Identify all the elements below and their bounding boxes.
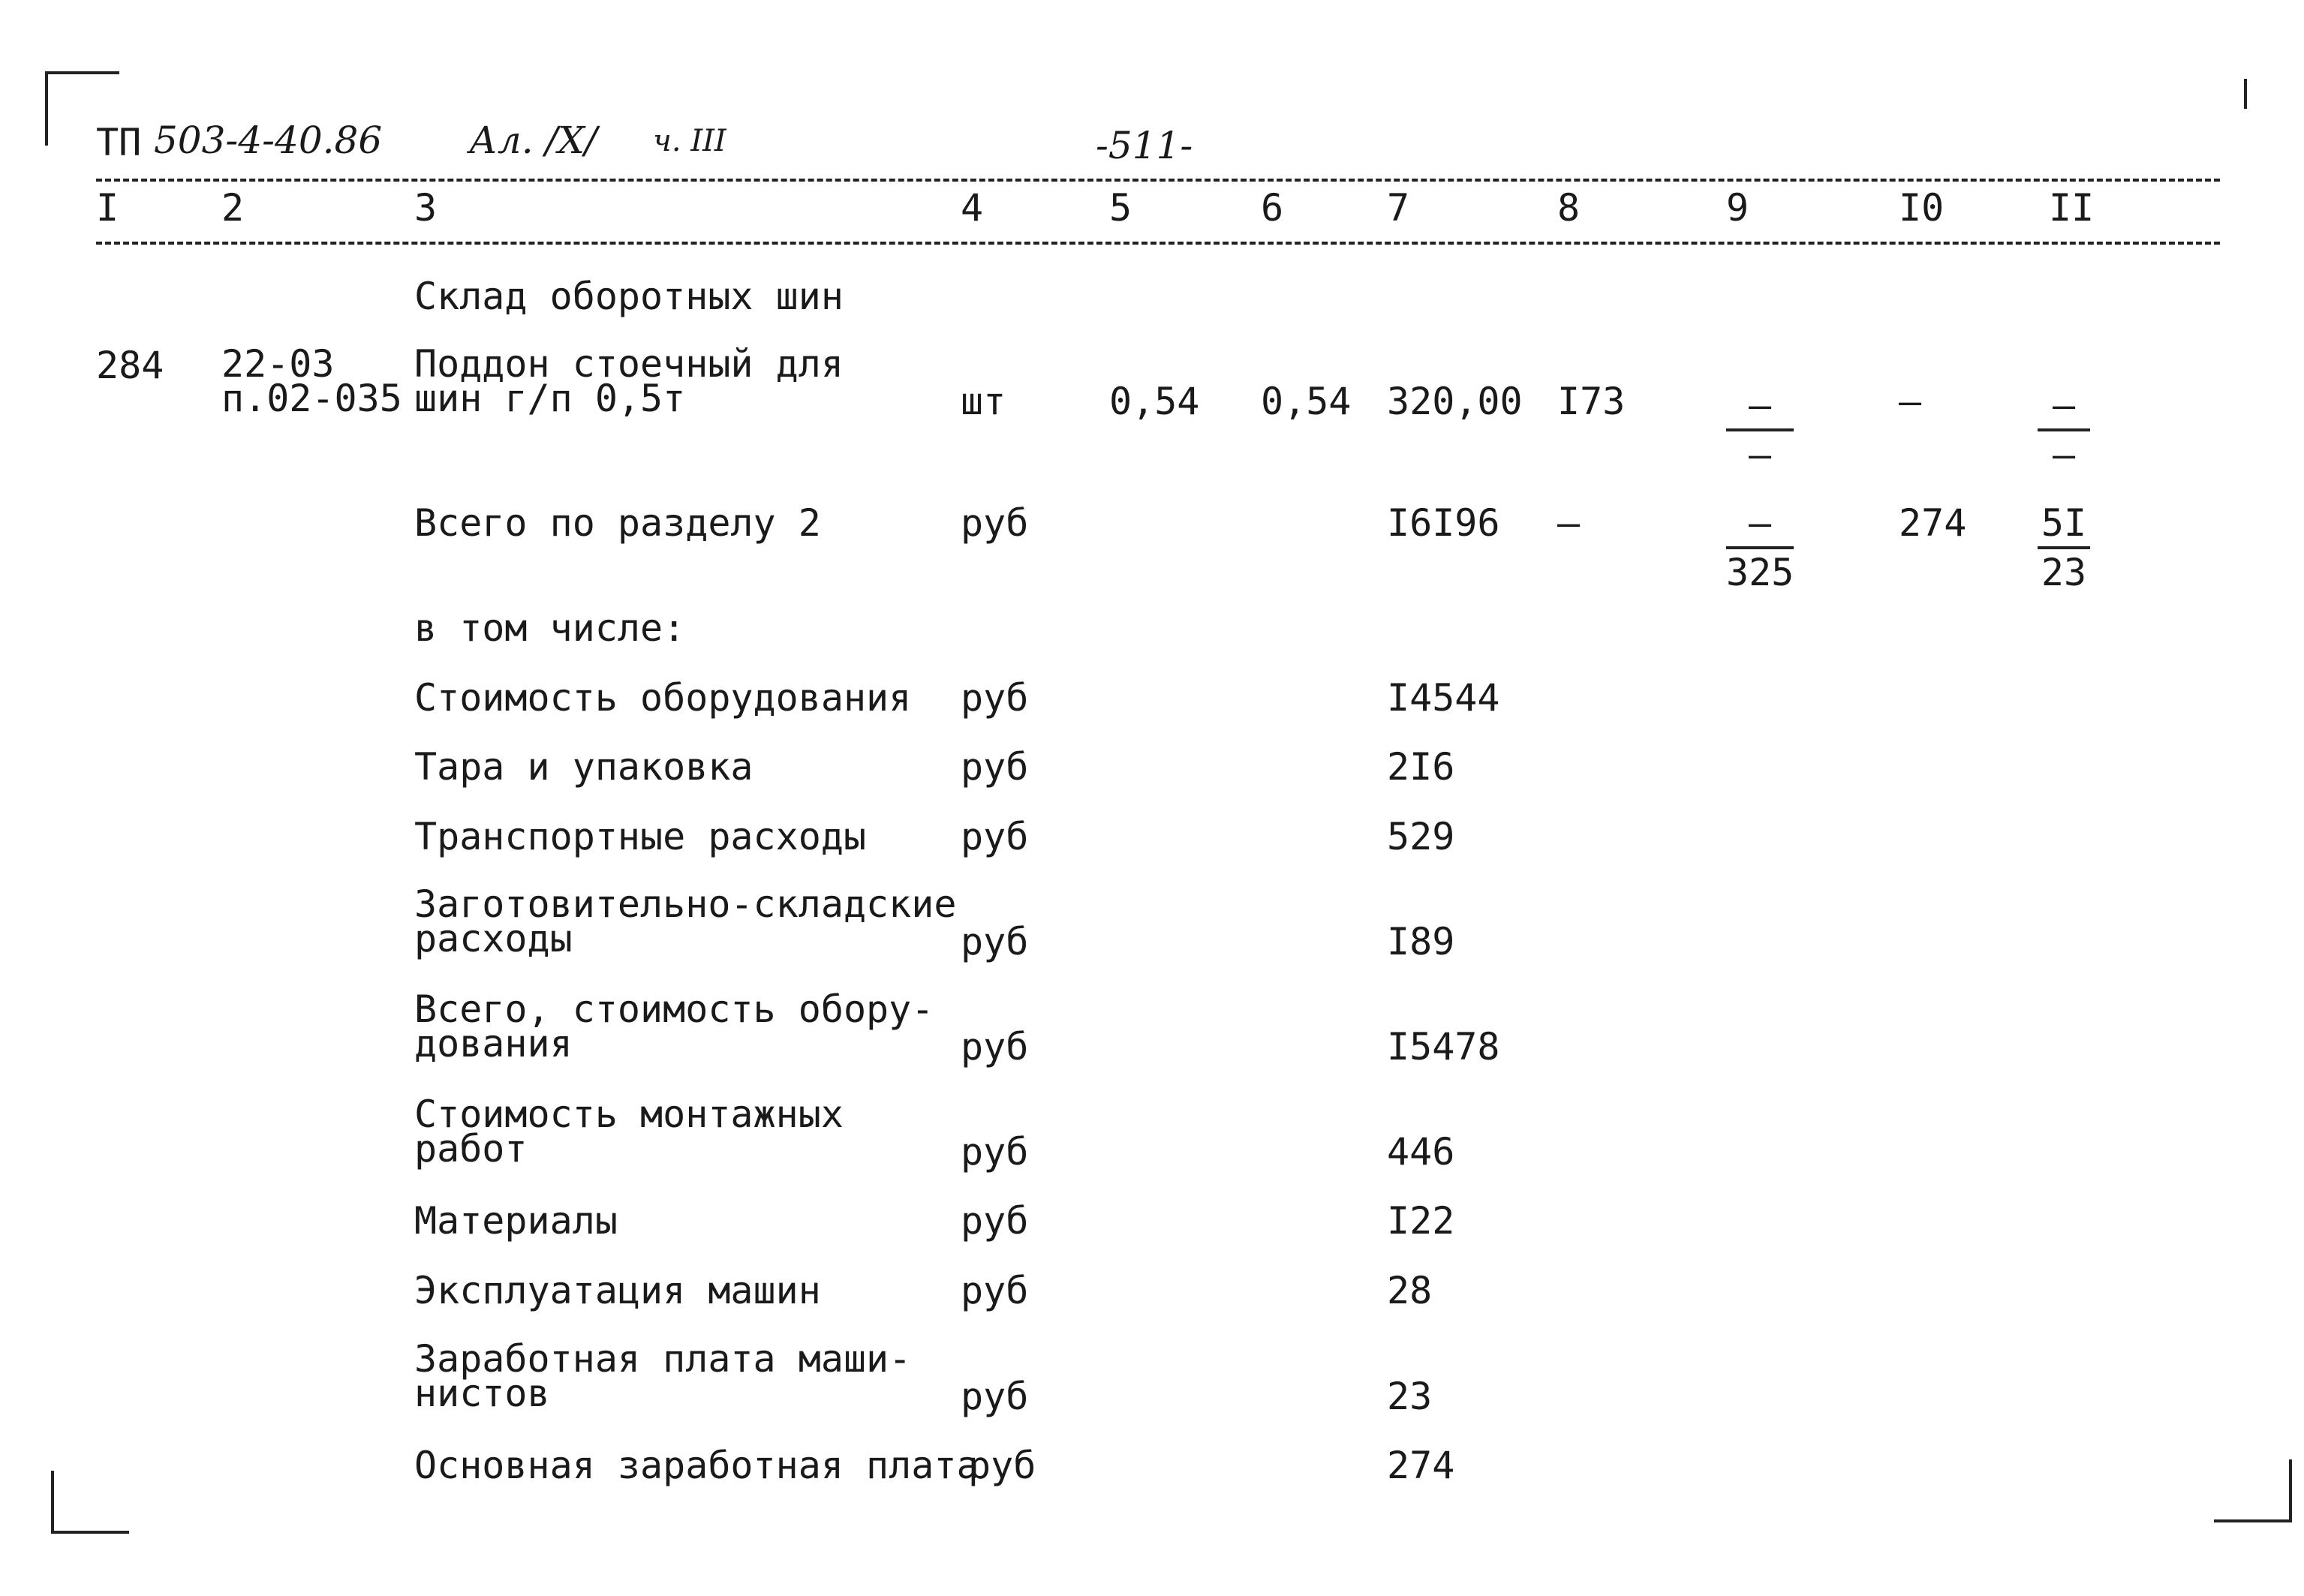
- doc-code: 503-4-40.86: [154, 119, 383, 162]
- page-number: -511-: [1096, 124, 1193, 167]
- breakdown-value: 23: [1387, 1375, 1433, 1418]
- breakdown-label: Тара и упаковка: [414, 745, 753, 789]
- breakdown-label-line-1: Всего, стоимость обору-: [414, 987, 934, 1031]
- breakdown-value: I4544: [1387, 676, 1500, 720]
- total-col-9-top: –: [1748, 501, 1772, 545]
- item-col-9-fraction: [1726, 383, 1794, 476]
- item-col-6: 0,54: [1261, 380, 1352, 423]
- corner-mark-top-right: [2244, 79, 2247, 109]
- item-col-11-top: –: [2052, 383, 2076, 427]
- total-col-9-bottom: 325: [1726, 551, 1794, 594]
- breakdown-unit: руб: [961, 1130, 1029, 1174]
- breakdown-label-line-2: работ: [414, 1127, 528, 1171]
- column-header-2: 2: [221, 186, 245, 230]
- column-header-11: II: [2049, 186, 2095, 230]
- item-col-9-bottom: –: [1748, 433, 1772, 476]
- item-col-5: 0,54: [1109, 380, 1200, 423]
- column-header-8: 8: [1557, 186, 1581, 230]
- album-number: Ал. /Х/: [469, 119, 597, 162]
- column-header-9: 9: [1726, 186, 1749, 230]
- breakdown-label: Материалы: [414, 1199, 618, 1243]
- fraction-bar: [2038, 428, 2090, 431]
- fraction-bar: [1726, 546, 1794, 549]
- breakdown-value: I22: [1387, 1199, 1455, 1243]
- breakdown-label: Основная заработная плата: [414, 1444, 979, 1487]
- corner-mark-bottom-right: [2214, 1459, 2292, 1522]
- item-unit: шт: [961, 380, 1006, 423]
- breakdown-unit: руб: [961, 1269, 1029, 1312]
- total-col-11-top: 5I: [2041, 501, 2087, 545]
- breakdown-unit: руб: [961, 1375, 1029, 1418]
- section-title: Склад оборотных шин: [414, 275, 844, 318]
- item-col-10: –: [1899, 380, 1922, 423]
- item-code: [221, 342, 402, 420]
- breakdown-value: 2I6: [1387, 745, 1455, 789]
- total-label: Всего по разделу 2: [414, 501, 821, 545]
- item-col-8: I73: [1557, 380, 1626, 423]
- total-col-11-fraction: [2038, 501, 2090, 594]
- column-header-6: 6: [1261, 186, 1284, 230]
- breakdown-unit: руб: [968, 1444, 1036, 1487]
- breakdown-label: [414, 987, 934, 1066]
- column-header-1: I: [96, 186, 119, 230]
- breakdown-label: [414, 882, 957, 960]
- breakdown-label: [414, 1093, 844, 1171]
- breakdown-unit: руб: [961, 745, 1029, 789]
- breakdown-unit: руб: [961, 676, 1029, 720]
- breakdown-label-line-2: расходы: [414, 917, 573, 960]
- total-col-10: 274: [1899, 501, 1967, 545]
- item-name-line-2: шин г/п 0,5т: [414, 377, 686, 420]
- doc-code-prefix: ТП: [96, 121, 142, 164]
- total-unit: руб: [961, 501, 1029, 545]
- item-number: 284: [96, 344, 164, 387]
- breakdown-value: 28: [1387, 1269, 1433, 1312]
- fraction-bar: [1726, 428, 1794, 431]
- total-col-11-bottom: 23: [2041, 551, 2087, 594]
- total-col-8: –: [1557, 501, 1581, 545]
- breakdown-value: I89: [1387, 920, 1455, 963]
- column-header-4: 4: [961, 186, 984, 230]
- item-code-line-2: п.02-035: [221, 377, 402, 420]
- breakdown-label-line-2: дования: [414, 1022, 573, 1066]
- breakdown-label: Эксплуатация машин: [414, 1269, 821, 1312]
- item-col-11-fraction: [2038, 383, 2090, 476]
- item-name: [414, 342, 844, 420]
- column-header-10: I0: [1899, 186, 1945, 230]
- corner-mark-bottom-left: [51, 1471, 129, 1534]
- column-header-5: 5: [1109, 186, 1132, 230]
- breakdown-unit: руб: [961, 1199, 1029, 1243]
- part-number: ч. III: [653, 124, 726, 158]
- total-col-7: I6I96: [1387, 501, 1500, 545]
- including-label: в том числе:: [414, 606, 686, 650]
- breakdown-label-line-1: Стоимость монтажных: [414, 1093, 844, 1136]
- item-col-9-top: –: [1748, 383, 1772, 427]
- item-code-line-1: 22-03: [221, 342, 335, 386]
- breakdown-label-line-2: нистов: [414, 1372, 550, 1415]
- header-rule-top: [96, 179, 2220, 182]
- item-col-7: 320,00: [1387, 380, 1523, 423]
- breakdown-label: [414, 1337, 912, 1415]
- breakdown-unit: руб: [961, 920, 1029, 963]
- item-col-11-bottom: –: [2052, 433, 2076, 476]
- breakdown-value: 446: [1387, 1130, 1455, 1174]
- breakdown-label-line-1: Заготовительно-складские: [414, 882, 957, 926]
- fraction-bar: [2038, 546, 2090, 549]
- breakdown-label: Транспортные расходы: [414, 815, 867, 858]
- item-name-line-1: Поддон стоечный для: [414, 342, 844, 386]
- breakdown-unit: руб: [961, 815, 1029, 858]
- header-rule-bottom: [96, 242, 2220, 245]
- breakdown-value: 529: [1387, 815, 1455, 858]
- breakdown-value: 274: [1387, 1444, 1455, 1487]
- breakdown-unit: руб: [961, 1025, 1029, 1069]
- total-col-9-fraction: [1726, 501, 1794, 594]
- column-header-7: 7: [1387, 186, 1410, 230]
- breakdown-label-line-1: Заработная плата маши-: [414, 1337, 912, 1381]
- breakdown-label: Стоимость оборудования: [414, 676, 912, 720]
- breakdown-value: I5478: [1387, 1025, 1500, 1069]
- column-header-3: 3: [414, 186, 438, 230]
